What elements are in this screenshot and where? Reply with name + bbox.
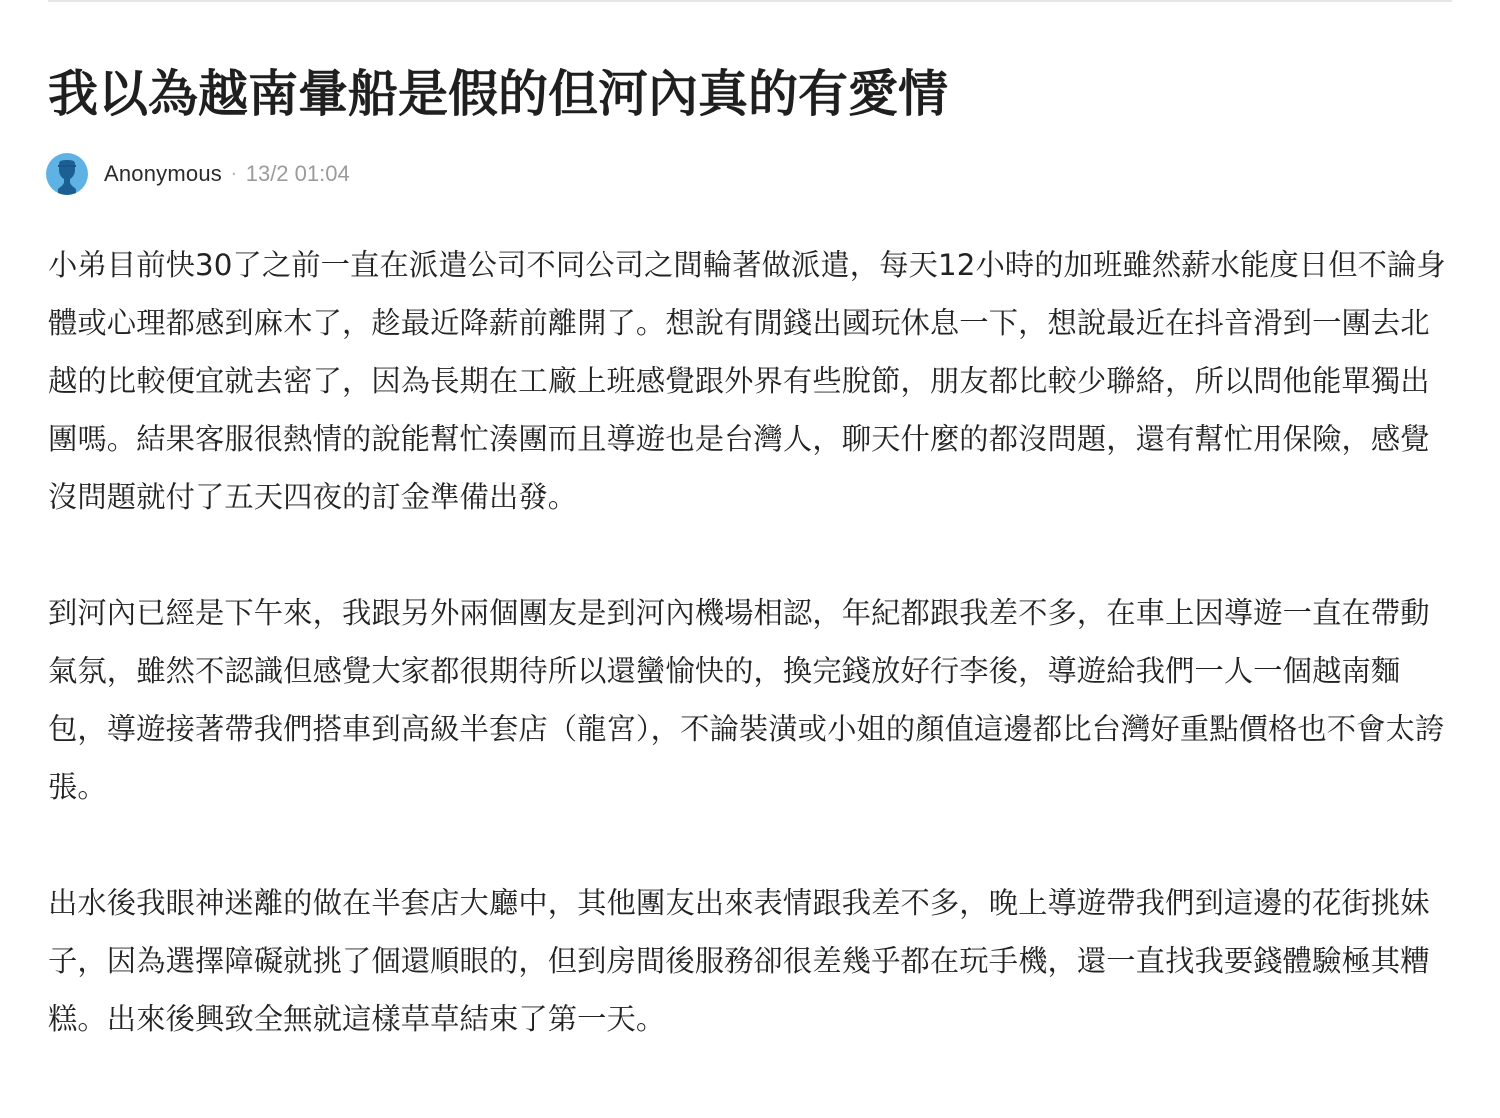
post-paragraph-3: 出水後我眼神迷離的做在半套店大廳中，其他團友出來表情跟我差不多，晚上導遊帶我們到這邊的花街挑妹子，因為選擇障礙就挑了個還順眼的，但到房間後服務卻很差幾乎都在玩手機，還一直找我要錢體驗極其糟糕。出來後興致全無就這樣草草結束了第一天。 <box>48 886 1430 1036</box>
post-meta <box>46 152 350 196</box>
post-timestamp: 13/2 01:04 <box>245 161 350 186</box>
anonymous-user-icon[interactable] <box>46 153 88 195</box>
post-paragraph-2: 到河內已經是下午來，我跟另外兩個團友是到河內機場相認，年紀都跟我差不多，在車上因導遊一直在帶動氣氛，雖然不認識但感覺大家都很期待所以還蠻愉快的，換完錢放好行李後，導遊給我們一人一個越南麵包，導遊接著帶我們搭車到高級半套店（龍宮），不論裝潢或小姐的顏值這邊都比台灣好重點價格也不會太誇張。 <box>48 596 1445 804</box>
author-name[interactable]: Anonymous <box>104 161 222 186</box>
post-paragraph-1: 小弟目前快30了之前一直在派遣公司不同公司之間輪著做派遣，每天12小時的加班雖然薪水能度日但不論身體或心理都感到麻木了，趁最近降薪前離開了。想說有閒錢出國玩休息一下，想說最近在抖音滑到一團去北越的比較便宜就去密了，因為長期在工廠上班感覺跟外界有些脫節，朋友都比較少聯絡，所以問他能單獨出團嗎。結果客服很熱情的說能幫忙湊團而且導遊也是台灣人，聊天什麼的都沒問題，還有幫忙用保險，感覺沒問題就付了五天四夜的訂金準備出發。 <box>48 248 1446 514</box>
meta-separator: · <box>230 163 237 185</box>
avatar-figure-icon <box>46 153 88 195</box>
top-divider <box>48 0 1452 2</box>
post-body <box>48 236 1452 1106</box>
post-title: 我以為越南暈船是假的但河內真的有愛情 <box>48 65 948 123</box>
